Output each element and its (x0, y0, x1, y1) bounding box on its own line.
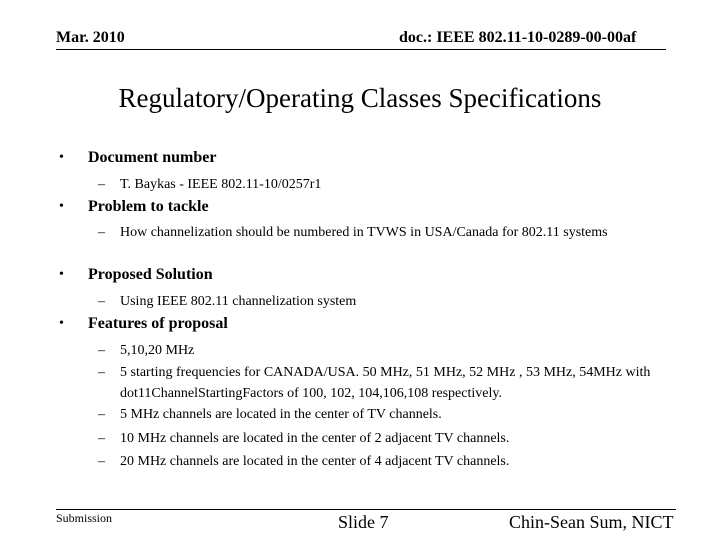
list-item (98, 291, 658, 312)
bullet-dot: • (59, 199, 64, 214)
sub-item-text: 20 MHz channels are located in the center of 4 adjacent TV channels. (120, 454, 510, 469)
bullet-dot: • (59, 316, 64, 331)
bullet-dot: • (59, 267, 64, 282)
dash-marker: – (98, 454, 105, 469)
bullet-heading-proposed-solution: Proposed Solution (88, 266, 213, 283)
sub-item-text: 5 starting frequencies for CANADA/USA. 50 MHz, 51 MHz, 52 MHz , 53 MHz, 54MHz with dot11ChannelStartingFactors of 100, 102, 104,106,108 respectively. (120, 365, 651, 401)
list-item (98, 404, 658, 425)
header-date: Mar. 2010 (56, 29, 125, 46)
sub-item-text: 5 MHz channels are located in the center of TV channels. (120, 407, 442, 422)
dash-marker: – (98, 177, 105, 192)
list-item (98, 340, 658, 361)
sub-item-text: 5,10,20 MHz (120, 343, 195, 358)
slide-title: Regulatory/Operating Classes Specifications (118, 83, 602, 113)
sub-item-text: Using IEEE 802.11 channelization system (120, 294, 357, 309)
dash-marker: – (98, 225, 105, 240)
footer-submission: Submission (56, 511, 113, 525)
bullet-heading-problem-to-tackle: Problem to tackle (88, 198, 209, 215)
sub-item-text: 10 MHz channels are located in the center of 2 adjacent TV channels. (120, 431, 510, 446)
dash-marker: – (98, 431, 105, 446)
list-item (98, 362, 658, 404)
dash-marker: – (98, 407, 105, 422)
dash-marker: – (98, 294, 105, 309)
footer-rule (56, 509, 676, 510)
sub-item-text: T. Baykas - IEEE 802.11-10/0257r1 (120, 177, 322, 192)
list-item (98, 222, 633, 243)
header-rule (56, 49, 666, 50)
dash-marker: – (98, 343, 105, 358)
list-item (98, 174, 658, 195)
bullet-dot: • (59, 150, 64, 165)
sub-item-text: How channelization should be numbered in TVWS in USA/Canada for 802.11 systems (120, 225, 608, 240)
footer-slide-number: Slide 7 (338, 512, 389, 532)
dash-marker: – (98, 365, 105, 380)
list-item (98, 451, 658, 472)
footer-author: Chin-Sean Sum, NICT (509, 512, 674, 532)
header-doc-id: doc.: IEEE 802.11-10-0289-00-00af (399, 29, 637, 46)
bullet-heading-features-of-proposal: Features of proposal (88, 315, 228, 332)
bullet-heading-document-number: Document number (88, 149, 217, 166)
list-item (98, 428, 658, 449)
